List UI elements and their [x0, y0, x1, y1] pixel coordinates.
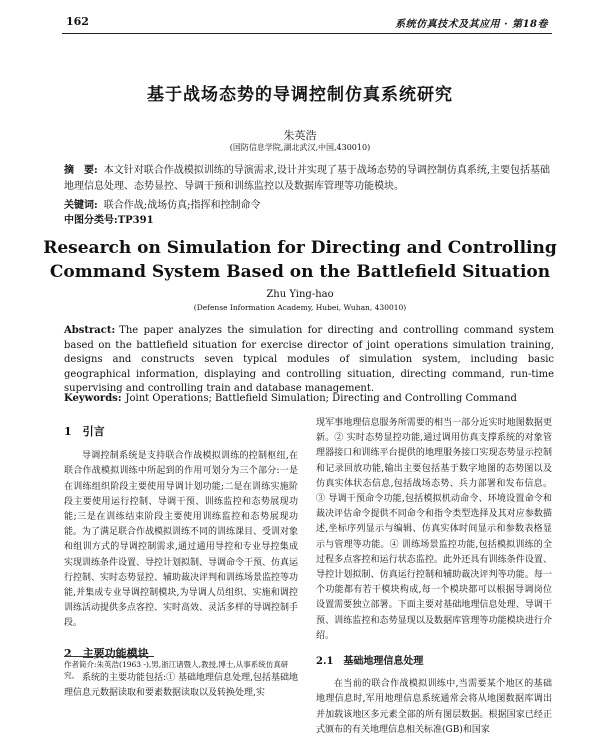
chinese-keywords: [64, 196, 554, 211]
english-author: Zhu Ying-hao: [266, 289, 334, 300]
section-1-title: 1 引言: [64, 425, 105, 438]
page-number: 162: [66, 15, 89, 28]
footnote-rule: [64, 656, 154, 657]
english-title-line-2: Command System Based on the Battlefield Situation: [49, 262, 551, 282]
chinese-title: 基于战场态势的导调控制仿真系统研究: [147, 85, 453, 105]
english-keywords: [64, 393, 554, 404]
right-column: [316, 416, 552, 738]
english-title-line-1: Research on Simulation for Directing and Controlling: [43, 238, 557, 258]
author-footnote: 作者简介:朱英浩(1963 -),男,浙江诸暨人,教授,博士,从事系统仿真研究。: [64, 660, 289, 680]
section-2-paragraph: 系统的主要功能包括:① 基础地理信息处理,包括基础地理信息元数据读取和要素数据读取以及转换处理,实: [64, 672, 298, 699]
chinese-affiliation: (国防信息学院,湖北武汉,中国,430010): [229, 143, 371, 152]
english-keywords-label: Keywords:: [64, 393, 122, 404]
chinese-keywords-label: 关键词:: [64, 200, 98, 211]
right-column-paragraph: 现军事地理信息服务所需要的相当一部分近实时地图数据更新。② 实时态势显控功能,通过调用仿真支撑系统的对象管理器接口和训练平台提供的地理服务接口实现态势显示控制和记录回放功能,输出主要包括基于数字地图的态势图以及仿真实体状态信息,包括战场态势、兵力部署和发布信息。③ 导调干预命令功能,包括模拟机动命令、环境设置命令和裁决评估命令提供不同命令和指令类型选择及其对应参数描述,坐标序列显示与编辑、仿真实体时间显示和参数表格显示与管理等功能。④ 训练场景监控功能,包括模拟训练的全过程多点客控和运行状态监控。此外还具有训练条件设置、导控计划拟制、仿真运行控制和辅助裁决评判等功能。每一个功能都有若干模块构成,每一个模块都可以根据导调岗位设置需要独立部署。下面主要对基础地理信息处理、导调干预、训练监控和态势显现以及数据库管理等功能模块进行介绍。: [316, 418, 552, 641]
english-abstract-text: The paper analyzes the simulation for directing and controlling command system based on the battlefield situation for exercise director of joint operations simulation training, designs and constructs seven typical modules of simulation system, including basic geographical information, displaying and controlling situation, directing command, run-time supervising and controlling train and database management.: [64, 325, 554, 394]
english-keywords-text: Joint Operations; Battlefield Simulation; Directing and Controlling Command: [125, 393, 517, 404]
english-affiliation: (Defense Information Academy, Hubei, Wuhan, 430010): [193, 303, 407, 312]
subsection-2-1-paragraph: 在当前的联合作战模拟训练中,当需要某个地区的基础地理信息时,军用地理信息系统通常会将从地图数据库调出并加载该地区多元素全部的所有图层数据。根据国家已经正式颁布的有关地理信息相关标准(GB)和国家: [316, 679, 552, 735]
chinese-author: 朱英浩: [283, 129, 317, 142]
header-rule: [62, 33, 552, 34]
section-1-paragraph: 导调控制系统是支持联合作战模拟训练的控制枢纽,在联合作战模拟训练中所起到的作用可划分为三个部分:一是在训练组织阶段主要使用导调计划功能;二是在训练实施阶段主要使用运行控制、导调干预、训练监控和态势展现功能;三是在训练结束阶段主要使用训练监控和态势展现功能。为了满足联合作战模拟训练不同的训练课目、受训对象和组训方式的导调控制需求,通过通用导控和专业导控集成实现训练条件设置、导控计划拟制、导调命令干预、仿真运行控制、实时态势显控、辅助裁决评判和训练场景监控等功能,并集成专业导调控制模块,为导调人员组织、实施和调控训练活动提供多点客控、实时高效、灵活多样的导调控制手段。: [64, 451, 299, 629]
subsection-2-1-title: 2.1 基础地理信息处理: [316, 656, 424, 668]
english-title: [0, 236, 600, 284]
chinese-keywords-text: 联合作战;战场仿真;指挥和控制命令: [103, 200, 261, 211]
classification-number: 中图分类号:TP391: [64, 215, 154, 226]
english-abstract: [64, 324, 554, 397]
journal-header: 系统仿真技术及其应用 · 第18卷: [395, 19, 548, 30]
chinese-abstract-text: 本文针对联合作战模拟训练的导演需求,设计并实现了基于战场态势的导调控制仿真系统,主要包括基础地理信息处理、态势显控、导调干预和训练监控以及数据库管理等功能模块。: [64, 165, 551, 192]
section-2-title: 2 主要功能模块: [64, 646, 149, 660]
chinese-abstract-label: 摘 要:: [64, 165, 98, 176]
english-abstract-label: Abstract:: [64, 325, 116, 336]
chinese-abstract: [64, 163, 554, 195]
